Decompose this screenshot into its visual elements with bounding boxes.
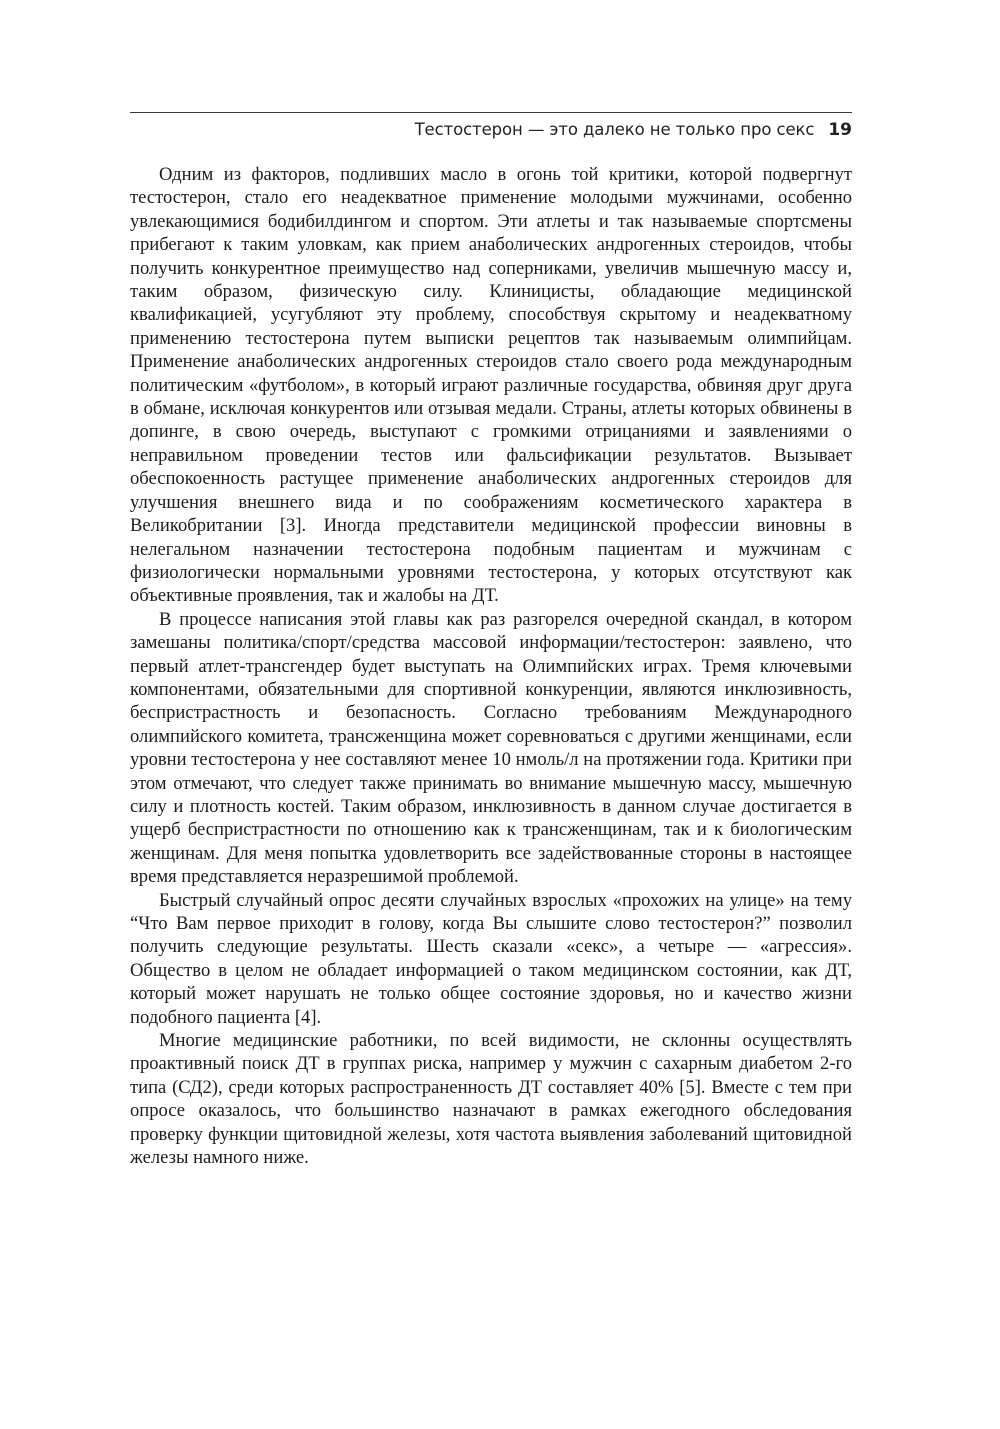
paragraph: Быстрый случайный опрос десяти случайных взрослых «прохожих на улице» на тему “Что Вам первое приходит в голову, когда Вы слышите слово тестостерон?” позволил получить следующие результаты. Шесть сказали «секс», а четыре — «агрессия». Общество в целом не обладает информацией о таком медицинском состоянии, как ДТ, который может нарушать не только общее состояние здоровья, но и качество жизни подобного пациента [4]. [130,889,852,1028]
paragraph: Многие медицинские работники, по всей видимости, не склонны осуществлять проактивный поиск ДТ в группах риска, например у мужчин с сахарным диабетом 2-го типа (СД2), среди которых распространенность ДТ составляет 40% [5]. Вместе с тем при опросе оказалось, что большинство назначают в рамках ежегодного обследования проверку функции щитовидной железы, хотя частота выявления заболеваний щитовидной железы намного ниже. [130,1030,852,1169]
paragraph: В процессе написания этой главы как раз разгорелся очередной скандал, в котором замешаны политика/спорт/средства массовой информации/тестостерон: заявлено, что первый атлет-трансгендер будет выступать на Олимпийских играх. Тремя ключевыми компонентами, обязательными для спортивной конкуренции, являются инклюзивность, беспристрастность и безопасность. Согласно требованиям Международного олимпийского комитета, трансженщина может соревноваться с другими женщинами, если уровни тестостерона у нее составляют менее 10 нмоль/л на протяжении года. Критики при этом отмечают, что следует также принимать во внимание мышечную массу, мышечную силу и плотность костей. Таким образом, инклюзивность в данном случае достигается в ущерб беспристрастности по отношению как к трансженщинам, так и к биологическим женщинам. Для меня попытка удовлетворить все задействованные стороны в настоящее время представляется неразрешимой проблемой. [130,608,852,888]
paragraph: Одним из факторов, подливших масло в огонь той критики, которой подвергнут тестостерон, стало его неадекватное применение молодыми мужчинами, особенно увлекающимися бодибилдингом и спортом. Эти атлеты и так называемые спортсмены прибегают к таким уловкам, как прием анаболических андрогенных стероидов, чтобы получить конкурентное преимущество над соперниками, увеличив мышечную массу и, таким образом, физическую силу. Клиницисты, обладающие медицинской квалификацией, усугубляют эту проблему, способствуя скрытому и неадекватному применению тестостерона путем выписки рецептов так называемым олимпийцам. Применение анаболических андрогенных стероидов стало своего рода международным политическим «футболом», в который играют различные государства, обвиняя друг друга в обмане, исключая конкурентов или отзывая медали. Страны, атлеты которых обвинены в допинге, в свою очередь, выступают с громкими отрицаниями и заявлениями о неправильном проведении тестов или фальсификации результатов. Вызывает обеспокоенность растущее применение анаболических андрогенных стероидов для улучшения внешнего вида и по соображениям косметического характера в Великобритании [3]. Иногда представители медицинской профессии виновны в нелегальном назначении тестостерона подобным пациентам и мужчинам с физиологически нормальными уровнями тестостерона, у которых отсутствуют как объективные проявления, так и жалобы на ДТ. [130,164,852,607]
running-header-title: Тестостерон — это далеко не только про секс [414,120,815,139]
running-header [130,112,852,146]
page-number: 19 [828,119,852,140]
body-text [130,163,852,1169]
